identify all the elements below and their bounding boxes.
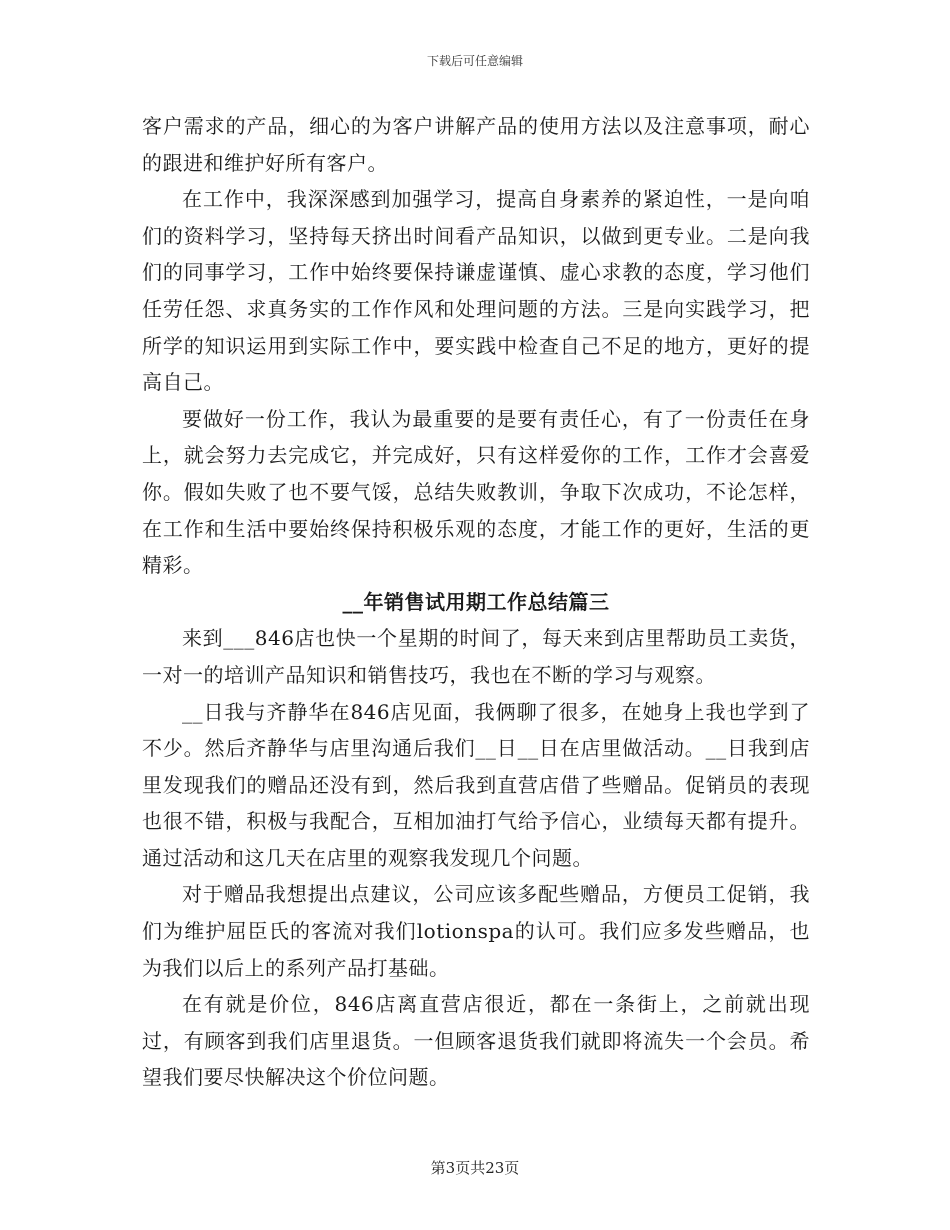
section-heading: __年销售试用期工作总结篇三 xyxy=(342,589,610,614)
paragraph-activity: __日我与齐静华在846店见面，我俩聊了很多，在她身上我也学到了不少。然后齐静华与店里沟通后我们__日__日在店里做活动。__日我到店里发现我们的赠品还没有到，然后我到直营店借了些赠品。促销员的表现也很不错，积极与我配合，互相加油打气给予信心，业绩每天都有提升。通过活动和这几天在店里的观察我发现几个问题。 xyxy=(142,699,810,870)
paragraph-pricing: 在有就是价位，846店离直营店很近，都在一条街上，之前就出现过，有顾客到我们店里退货。一但顾客退货我们就即将流失一个会员。希望我们要尽快解决这个价位问题。 xyxy=(142,992,810,1090)
page-header: 下载后可任意编辑 xyxy=(426,54,523,68)
page-footer: 第3页共23页 xyxy=(430,1159,520,1177)
document-body xyxy=(142,108,810,1096)
paragraph-gifts: 对于赠品我想提出点建议，公司应该多配些赠品，方便员工促销，我们为维护屈臣氏的客流对我们lotionspa的认可。我们应多发些赠品，也为我们以后上的系列产品打基础。 xyxy=(142,882,810,980)
paragraph-responsibility: 要做好一份工作，我认为最重要的是要有责任心，有了一份责任在身上，就会努力去完成它，并完成好，只有这样爱你的工作，工作才会喜爱你。假如失败了也不要气馁，总结失败教训，争取下次成功，不论怎样，在工作和生活中要始终保持积极乐观的态度，才能工作的更好，生活的更精彩。 xyxy=(142,406,810,578)
paragraph-learning: 在工作中，我深深感到加强学习，提高自身素养的紧迫性，一是向咱们的资料学习，坚持每天挤出时间看产品知识，以做到更专业。二是向我们的同事学习，工作中始终要保持谦虚谨慎、虚心求教的态度，学习他们任劳任怨、求真务实的工作作风和处理问题的方法。三是向实践学习，把所学的知识运用到实际工作中，要实践中检查自己不足的地方，更好的提高自己。 xyxy=(142,187,810,395)
paragraph-continued: 客户需求的产品，细心的为客户讲解产品的使用方法以及注意事项，耐心的跟进和维护好所有客户。 xyxy=(142,114,810,175)
paragraph-arrival: 来到___846店也快一个星期的时间了，每天来到店里帮助员工卖货，一对一的培训产品知识和销售技巧，我也在不断的学习与观察。 xyxy=(142,626,810,687)
